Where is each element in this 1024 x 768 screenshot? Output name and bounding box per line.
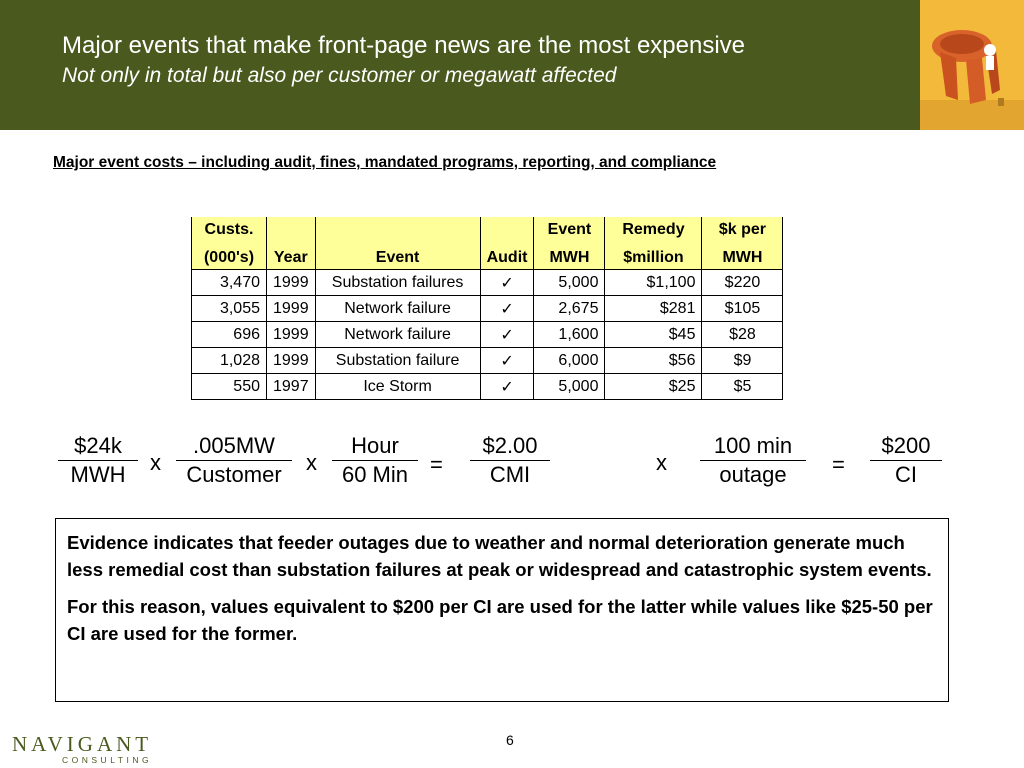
fraction-numerator: .005MW <box>176 432 292 461</box>
fraction-numerator: $24k <box>58 432 138 461</box>
table-row <box>192 322 783 348</box>
cell-remedy: $281 <box>605 296 702 322</box>
fraction-numerator: $2.00 <box>470 432 550 461</box>
fraction-denominator: CMI <box>489 462 531 487</box>
major-event-costs-table <box>191 217 783 400</box>
cell-k-per-mwh: $5 <box>702 374 783 400</box>
evidence-paragraph-1: Evidence indicates that feeder outages due to weather and normal deterioration generate much less remedial cost than substation failures at peak or widespread and catastrophic system events. <box>67 532 932 580</box>
header-remedy-top: Remedy <box>605 217 702 243</box>
fraction-dollars-per-cmi <box>470 432 550 489</box>
page-number: 6 <box>506 732 514 748</box>
multiply-operator: x <box>656 450 667 475</box>
brand-subtitle: CONSULTING <box>62 755 153 765</box>
fraction-numerator: Hour <box>332 432 418 461</box>
cell-event: Substation failures <box>315 270 480 296</box>
fraction-dollars-per-ci <box>870 432 942 489</box>
cell-event-mwh: 5,000 <box>534 270 605 296</box>
header-logo <box>920 0 1024 130</box>
table-header-row-top <box>192 217 783 243</box>
cell-event-mwh: 1,600 <box>534 322 605 348</box>
cell-event: Network failure <box>315 296 480 322</box>
header-year: Year <box>267 243 316 270</box>
cell-event: Substation failure <box>315 348 480 374</box>
cell-custs: 1,028 <box>192 348 267 374</box>
cell-year: 1999 <box>267 296 316 322</box>
evidence-box <box>55 518 949 702</box>
multiply-operator: x <box>306 450 317 475</box>
cell-event: Ice Storm <box>315 374 480 400</box>
cell-k-per-mwh: $28 <box>702 322 783 348</box>
fraction-numerator: $200 <box>870 432 942 461</box>
fraction-denominator: 60 Min <box>341 462 409 487</box>
section-heading: Major event costs – including audit, fines, mandated programs, reporting, and compliance <box>53 154 717 171</box>
cell-k-per-mwh: $220 <box>702 270 783 296</box>
fraction-hour-per-minutes <box>332 432 418 489</box>
fraction-denominator: MWH <box>70 462 126 487</box>
table-row <box>192 348 783 374</box>
header-event: Event <box>315 243 480 270</box>
fraction-mw-per-customer <box>176 432 292 489</box>
equals-operator: = <box>832 452 845 477</box>
brand-name: NAVIGANT <box>12 732 153 756</box>
header-year-top <box>267 217 316 243</box>
cell-k-per-mwh: $9 <box>702 348 783 374</box>
cell-year: 1999 <box>267 348 316 374</box>
fraction-numerator: 100 min <box>700 432 806 461</box>
fraction-denominator: Customer <box>186 462 282 487</box>
equals-operator: = <box>430 452 443 477</box>
header-k-per-mwh: MWH <box>702 243 783 270</box>
header-event-mwh-top: Event <box>534 217 605 243</box>
fraction-minutes-per-outage <box>700 432 806 489</box>
checkmark-icon: ✓ <box>480 270 534 296</box>
fraction-denominator: CI <box>895 462 917 487</box>
checkmark-icon: ✓ <box>480 374 534 400</box>
cell-remedy: $25 <box>605 374 702 400</box>
header-remedy-million: $million <box>605 243 702 270</box>
header-k-per-top: $k per <box>702 217 783 243</box>
header-custs: Custs. <box>192 217 267 243</box>
cell-event-mwh: 2,675 <box>534 296 605 322</box>
navigant-logo <box>12 732 152 765</box>
table-row <box>192 374 783 400</box>
checkmark-icon: ✓ <box>480 296 534 322</box>
table-row <box>192 270 783 296</box>
header-event-top <box>315 217 480 243</box>
cell-custs: 550 <box>192 374 267 400</box>
piggy-bank-safe-icon <box>920 0 1024 130</box>
fraction-dollars-per-mwh <box>58 432 138 489</box>
page-title: Major events that make front-page news are the most expensive <box>62 32 746 59</box>
cell-year: 1999 <box>267 270 316 296</box>
table-row <box>192 296 783 322</box>
page-subtitle: Not only in total but also per customer or megawatt affected <box>62 64 617 87</box>
cell-custs: 3,470 <box>192 270 267 296</box>
cell-year: 1997 <box>267 374 316 400</box>
cell-event: Network failure <box>315 322 480 348</box>
header-custs-unit: (000's) <box>192 243 267 270</box>
cell-k-per-mwh: $105 <box>702 296 783 322</box>
fraction-denominator: outage <box>719 462 787 487</box>
table-header-row-bottom <box>192 243 783 270</box>
evidence-paragraph-2: For this reason, values equivalent to $200 per CI are used for the latter while values like $25-50 per CI are used for the former. <box>67 596 933 644</box>
header-audit: Audit <box>480 243 534 270</box>
cell-custs: 696 <box>192 322 267 348</box>
cell-year: 1999 <box>267 322 316 348</box>
cell-custs: 3,055 <box>192 296 267 322</box>
cell-remedy: $56 <box>605 348 702 374</box>
header-audit-top <box>480 217 534 243</box>
header-bar <box>0 0 920 130</box>
cell-remedy: $1,100 <box>605 270 702 296</box>
cell-event-mwh: 6,000 <box>534 348 605 374</box>
cell-remedy: $45 <box>605 322 702 348</box>
multiply-operator: x <box>150 450 161 475</box>
header-event-mwh: MWH <box>534 243 605 270</box>
cell-event-mwh: 5,000 <box>534 374 605 400</box>
checkmark-icon: ✓ <box>480 322 534 348</box>
checkmark-icon: ✓ <box>480 348 534 374</box>
